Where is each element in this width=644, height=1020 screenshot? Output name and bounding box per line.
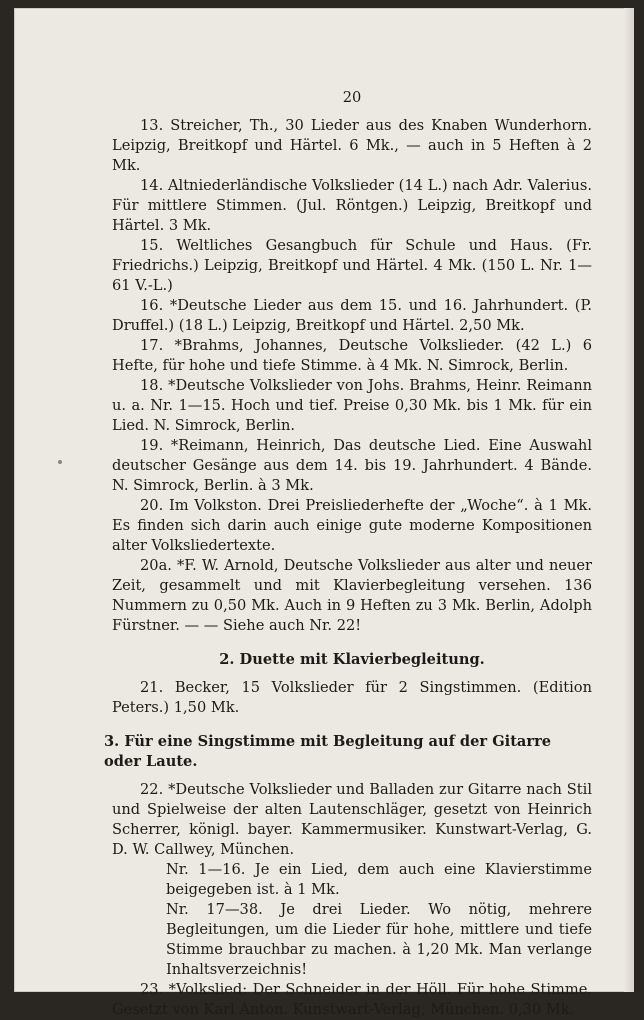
entry-20a: 20a. *F. W. Arnold, Deutsche Volkslieder aus alter und neuer Zeit, gesammelt und mit Klavierbegleitung versehen. 136 Nummern zu 0,50 Mk. Auch in 9 Heften zu 3 Mk. Berlin, Adolph Fürstner. — — Siehe auch Nr. 22! — [112, 557, 592, 634]
entry-16: 16. *Deutsche Lieder aus dem 15. und 16. Jahrhundert. (P. Druffel.) (18 L.) Leipzig, Breitkopf und Härtel. 2,50 Mk. — [112, 297, 592, 334]
entry-23: 23. *Volkslied: Der Schneider in der Höll. Für hohe Stimme. Gesetzt von Karl Anton. Kunstwart-Verlag, München. 0,30 Mk. — [112, 981, 592, 1018]
entry-17: 17. *Brahms, Johannes, Deutsche Volkslieder. (42 L.) 6 Hefte, für hohe und tiefe Stimme. à 4 Mk. N. Simrock, Berlin. — [112, 337, 592, 374]
entry-14: 14. Altniederländische Volkslieder (14 L.) nach Adr. Valerius. Für mittlere Stimmen. (Jul. Röntgen.) Leipzig, Breitkopf und Härtel. 3 Mk. — [112, 177, 592, 234]
entry-13: 13. Streicher, Th., 30 Lieder aus des Knaben Wunderhorn. Leipzig, Breitkopf und Härtel. 6 Mk., — auch in 5 Heften à 2 Mk. — [112, 117, 592, 174]
entry-22: 22. *Deutsche Volkslieder und Balladen zur Gitarre nach Stil und Spielweise der alten Lautenschläger, gesetzt von Heinrich Scherrer, königl. bayer. Kammermusiker. Kunstwart-Verlag, G. D. W. Callwey, München. — [112, 781, 592, 858]
entry-15: 15. Weltliches Gesangbuch für Schule und Haus. (Fr. Friedrichs.) Leipzig, Breitkopf und Härtel. 4 Mk. (150 L. Nr. 1—61 V.-L.) — [112, 237, 592, 294]
book-page — [14, 8, 634, 1018]
paper-speck — [58, 460, 62, 464]
page-fold-shadow — [624, 8, 634, 992]
entry-21: 21. Becker, 15 Volkslieder für 2 Singstimmen. (Edition Peters.) 1,50 Mk. — [112, 679, 592, 716]
entry-19: 19. *Reimann, Heinrich, Das deutsche Lied. Eine Auswahl deutscher Gesänge aus dem 14. bis 19. Jahrhundert. 4 Bände. N. Simrock, Berlin. à 3 Mk. — [112, 437, 592, 494]
entry-22-sub-1: Nr. 1—16. Je ein Lied, dem auch eine Klavierstimme beigegeben ist. à 1 Mk. — [166, 861, 592, 898]
page-content — [104, 88, 592, 1020]
entry-18: 18. *Deutsche Volkslieder von Johs. Brahms, Heinr. Reimann u. a. Nr. 1—15. Hoch und tief. Preise 0,30 Mk. bis 1 Mk. für ein Lied. N. Simrock, Berlin. — [112, 377, 592, 434]
entry-20: 20. Im Volkston. Drei Preisliederhefte der „Woche“. à 1 Mk. Es finden sich darin auch einige gute moderne Kompositionen alter Volksliedertexte. — [112, 497, 592, 554]
section-2-heading: 2. Duette mit Klavierbegleitung. — [219, 651, 485, 668]
section-3-heading: 3. Für eine Singstimme mit Begleitung auf der Gitarre oder Laute. — [104, 733, 552, 770]
page-number: 20 — [342, 89, 362, 106]
entry-22-sub-2: Nr. 17—38. Je drei Lieder. Wo nötig, mehrere Begleitungen, um die Lieder für hohe, mittlere und tiefe Stimme brauchbar zu machen. à 1,20 Mk. Man verlange Inhaltsverzeichnis! — [166, 901, 592, 978]
